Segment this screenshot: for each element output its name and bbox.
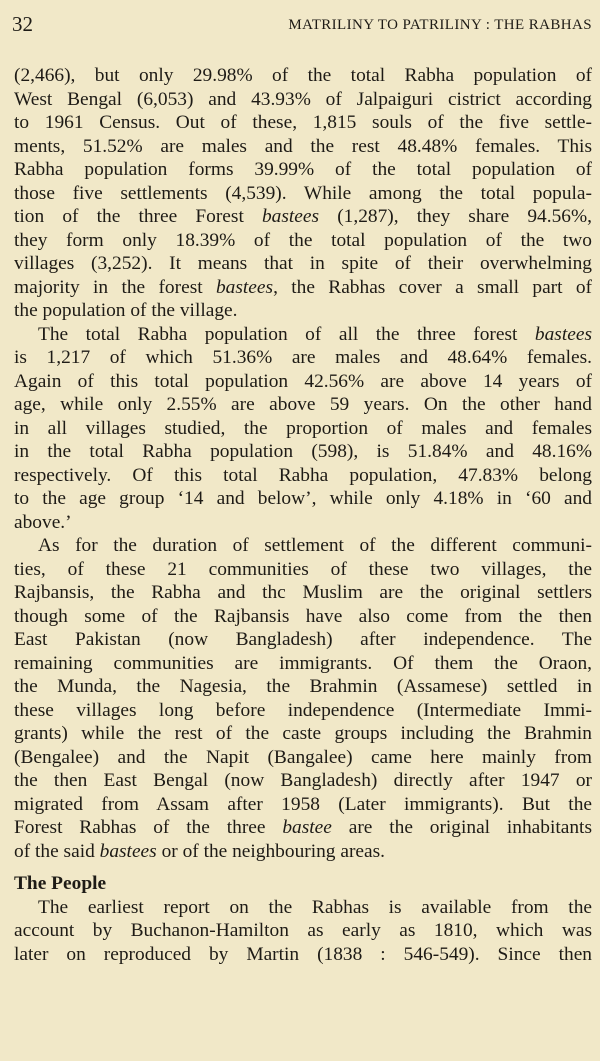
text-line: account by Buchanon-Hamilton as early as 1810, which was [14, 920, 592, 941]
text-line: majority in the forest bastees, the Rabhas cover a small part of [14, 276, 592, 298]
text-line: (Bengalee) and the Napit (Bangalee) came here mainly from [14, 746, 592, 768]
text-line: age, while only 2.55% are above 59 years. On the other hand [14, 394, 592, 415]
running-head: MATRILINY TO PATRILINY : THE RABHAS [288, 17, 592, 33]
text-line: respectively. Of this total Rabha population, 47.83% belong [14, 464, 592, 486]
text-line: though some of the Rajbansis have also come from the then [14, 605, 592, 627]
text-line: migrated from Assam after 1958 (Later immigrants). But the [14, 793, 592, 815]
text-line: Again of this total population 42.56% are above 14 years of [14, 370, 592, 392]
text-line: The earliest report on the Rabhas is available from the [38, 896, 592, 918]
text-line: tion of the three Forest bastees (1,287), they share 94.56%, [14, 206, 592, 227]
text-line: in all villages studied, the proportion of males and females [14, 417, 592, 439]
text-line: those five settlements (4,539). While among the total popula- [14, 182, 592, 204]
text-line: they form only 18.39% of the total population of the two [14, 229, 592, 251]
text-line: these villages long before independence (Intermediate Immi- [14, 699, 592, 721]
text-line: Forest Rabhas of the three bastee are the original inhabitants [14, 817, 592, 838]
text-line: Rabha population forms 39.99% of the total population of [14, 159, 592, 180]
text-line: remaining communities are immigrants. Of them the Oraon, [14, 652, 592, 674]
text-line: West Bengal (6,053) and 43.93% of Jalpaiguri cistrict according [14, 88, 592, 110]
page-number: 32 [12, 12, 33, 36]
page-header [12, 12, 592, 38]
text-line: to 1961 Census. Out of these, 1,815 souls of the five settle- [14, 112, 592, 133]
text-line: the population of the village. [14, 300, 238, 321]
text-line: to the age group ‘14 and below’, while only 4.18% in ‘60 and [14, 488, 592, 509]
text-line: The total Rabha population of all the three forest bastees [38, 323, 592, 345]
text-line: is 1,217 of which 51.36% are males and 48.64% females. [14, 347, 592, 368]
text-line: above.’ [14, 511, 72, 533]
text-line: ties, of these 21 communities of these two villages, the [14, 558, 592, 580]
body-text [14, 64, 592, 966]
text-line: of the said bastees or of the neighbouring areas. [14, 840, 386, 862]
text-line: the Munda, the Nagesia, the Brahmin (Assamese) settled in [14, 676, 592, 697]
text-line: (2,466), but only 29.98% of the total Rabha population of [14, 65, 592, 86]
text-line: in the total Rabha population (598), is 51.84% and 48.16% [14, 441, 592, 462]
text-line: As for the duration of settlement of the different communi- [38, 535, 592, 556]
text-line: ments, 51.52% are males and the rest 48.48% females. This [14, 135, 592, 157]
text-line: later on reproduced by Martin (1838 : 546-549). Since then [14, 943, 592, 965]
section-heading: The People [14, 873, 107, 894]
text-line: Rajbansis, the Rabha and thc Muslim are the original settlers [14, 582, 592, 603]
text-line: grants) while the rest of the caste groups including the Brahmin [14, 723, 592, 744]
text-line: villages (3,252). It means that in spite of their overwhelming [14, 253, 592, 274]
text-line: East Pakistan (now Bangladesh) after independence. The [14, 629, 592, 650]
text-line: the then East Bengal (now Bangladesh) directly after 1947 or [14, 770, 592, 791]
